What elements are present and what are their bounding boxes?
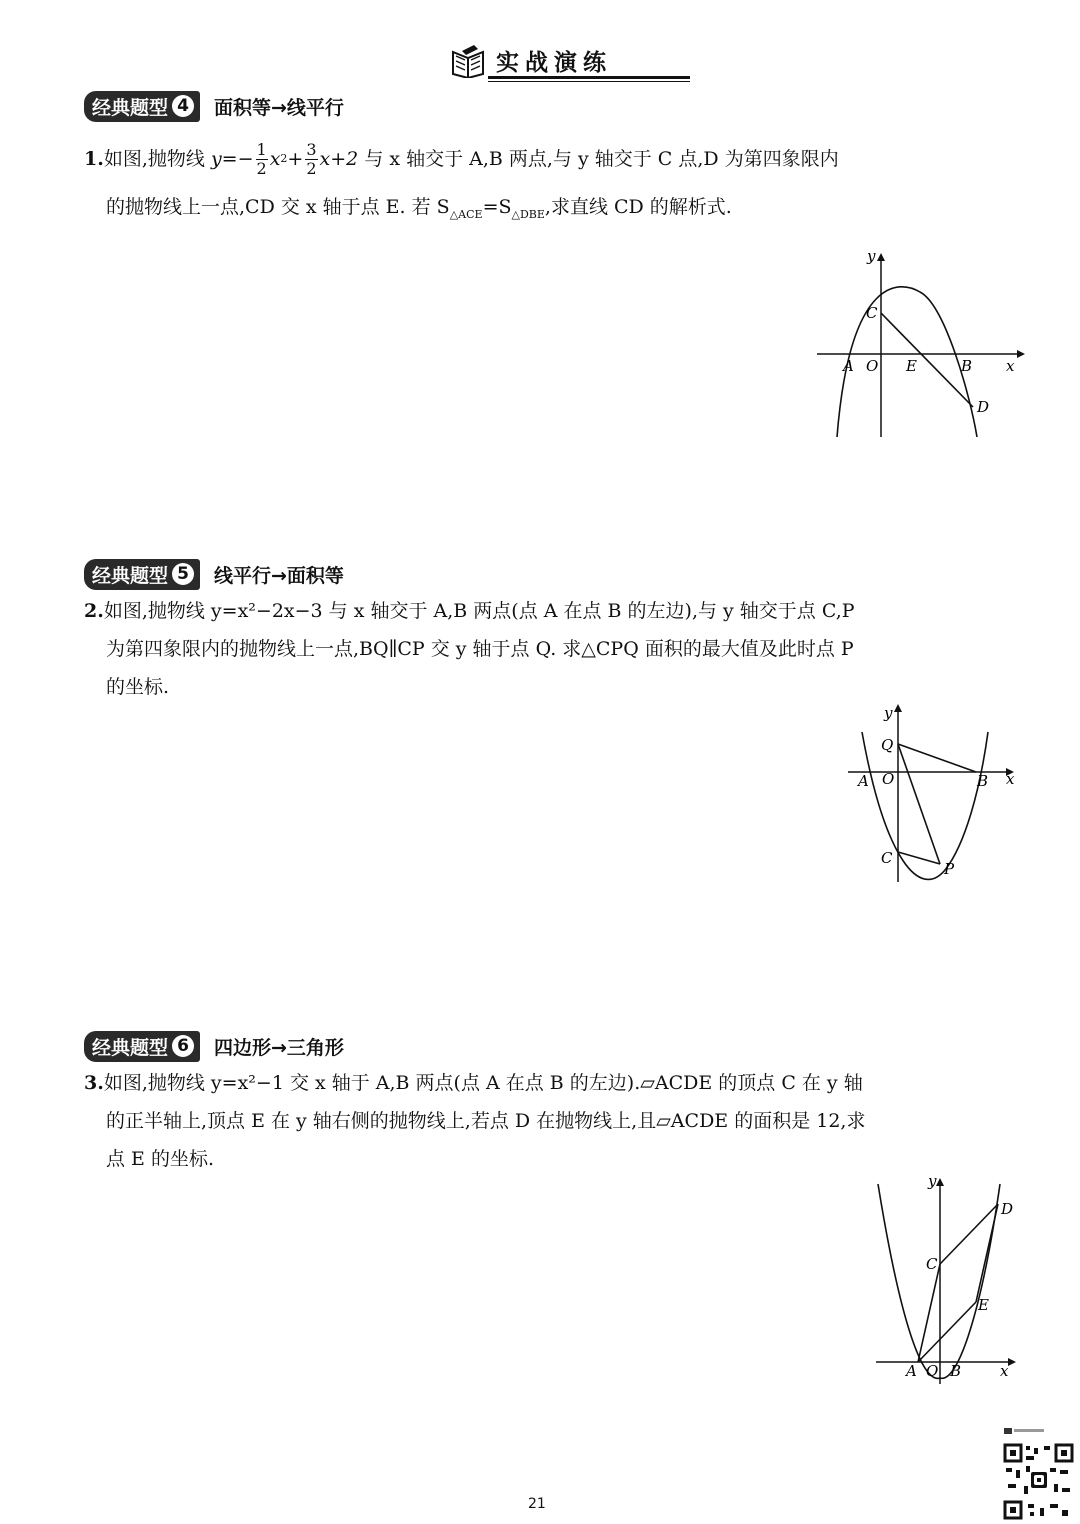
- title-underline-thin: [488, 81, 690, 82]
- label-O: O: [866, 357, 879, 375]
- section-tag-4: [84, 92, 344, 120]
- page-number: 21: [528, 1496, 546, 1512]
- type-badge: 经典题型 4: [84, 91, 200, 122]
- label-y: y: [867, 247, 876, 265]
- problem-3: 3.如图,抛物线 y=x²−1 交 x 轴于 A,B 两点(点 A 在点 B 的左边).▱ACDE 的顶点 C 在 y 轴 的正半轴上,顶点 E 在 y 轴右侧的抛物线上,若点 D 在抛物线上,且▱ACDE 的面积是 12,求 点 E 的坐标.: [84, 1072, 866, 1170]
- label-E: E: [906, 357, 917, 375]
- label-A: A: [906, 1362, 917, 1380]
- fraction-half: $\frac{1}{2}$: [256, 139, 267, 178]
- section-tag-6: [84, 1032, 344, 1060]
- label-A: A: [858, 772, 869, 790]
- title-underline: [488, 76, 690, 79]
- label-O: O: [926, 1362, 939, 1380]
- label-C: C: [926, 1255, 938, 1273]
- label-A: A: [843, 357, 854, 375]
- fraction-three-halves: $\frac{3}{2}$: [306, 139, 317, 178]
- label-D: D: [1001, 1200, 1014, 1218]
- section-tag-5: [84, 560, 344, 588]
- label-C: C: [866, 304, 878, 322]
- type-badge: 经典题型 6: [84, 1031, 200, 1062]
- section-heading: 面积等→线平行: [214, 96, 344, 119]
- section-heading: 线平行→面积等: [214, 564, 344, 587]
- book-icon: [450, 42, 486, 78]
- section-title-banner: [440, 40, 650, 82]
- figure-2: [840, 700, 1020, 890]
- label-y: y: [928, 1172, 937, 1190]
- label-P: P: [944, 860, 955, 878]
- label-x: x: [1000, 1362, 1009, 1380]
- label-Q: Q: [881, 736, 894, 754]
- label-C: C: [881, 849, 893, 867]
- figure-1: [805, 245, 1035, 445]
- problem-1: 1. 如图,抛物线 y=− $\frac{1}{2}$ x 2 + $\frac{3}{2}$ x+2 与 x 轴交于 A,B 两点,与 y 轴交于 C 点,D 为第四象限内 的抛物线上一点,CD 交 x 轴于点 E. 若 $S_{\triangle ACE}=S_{\triangle DBE}$,求直线 CD 的解析式.: [84, 139, 839, 221]
- figure-3: [860, 1170, 1035, 1390]
- problem-2: 2.如图,抛物线 y=x²−2x−3 与 x 轴交于 A,B 两点(点 A 在点 B 的左边),与 y 轴交于点 C,P 为第四象限内的抛物线上一点,BQ∥CP 交 y 轴于点 Q. 求△CPQ 面积的最大值及此时点 P 的坐标.: [84, 600, 855, 698]
- label-O: O: [882, 770, 895, 788]
- badge-number: 4: [172, 95, 194, 117]
- label-B: B: [950, 1362, 962, 1380]
- label-x: x: [1006, 357, 1015, 375]
- page-title: 实战演练: [496, 50, 612, 76]
- badge-number: 5: [172, 563, 194, 585]
- label-D: D: [977, 398, 990, 416]
- type-badge: 经典题型 5: [84, 559, 200, 590]
- qr-code-icon: [1000, 1424, 1076, 1522]
- label-B: B: [977, 772, 989, 790]
- label-E: E: [978, 1296, 989, 1314]
- label-y: y: [884, 704, 893, 722]
- badge-number: 6: [172, 1035, 194, 1057]
- label-x: x: [1006, 770, 1015, 788]
- section-heading: 四边形→三角形: [214, 1036, 344, 1059]
- label-B: B: [961, 357, 973, 375]
